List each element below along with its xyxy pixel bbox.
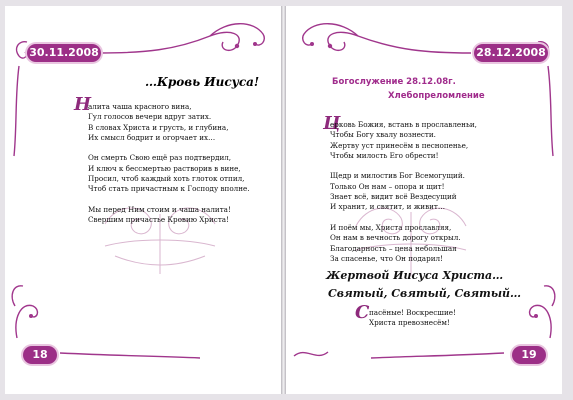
poem-line: Просил, чтоб каждый хоть глоток отпил, [88, 174, 245, 184]
left-stanza-3 [88, 205, 250, 226]
poem-line: Жертву уст принесём в песнопенье, [330, 140, 469, 150]
right-poem [330, 120, 477, 274]
right-poem-dropcap: Ц [323, 113, 341, 134]
left-stanza-1 [88, 102, 250, 143]
right-stanza-1 [330, 120, 477, 161]
right-page [286, 6, 562, 394]
service-heading: Богослужение 28.12.08г. [332, 77, 456, 87]
right-stanza-3 [330, 223, 477, 264]
poem-line: Чтоб стать причастным к Господу вполне. [88, 184, 250, 194]
callout-sacrifice: Жертвой Иисуса Христа… [326, 269, 504, 282]
poem-line: ерковь Божия, встань в прославленьи, [330, 120, 477, 129]
poem-line: Только Он нам – опора и щит! [330, 181, 445, 191]
poem-line: За спасенье, что Он подарил! [330, 253, 443, 263]
closing-lines [369, 308, 456, 329]
poem-line: И хранит, и святит, и живит… [330, 202, 446, 212]
poem-line: Свершим причастье Кровию Христа! [88, 215, 229, 225]
poem-line: алита чаша красного вина, [88, 102, 192, 111]
poem-line: Чтобы Богу хвалу вознести. [330, 130, 436, 140]
right-stanza-2 [330, 171, 477, 212]
poem-line: И поём мы, Христа прославляя, [330, 222, 452, 232]
poem-line: Щедр и милостив Бог Всемогущий. [330, 171, 465, 181]
right-page-number: 19 [512, 346, 546, 364]
poem-line: Он смерть Свою ещё раз подтвердил, [88, 153, 232, 163]
left-page [5, 6, 281, 394]
callout-holy: Святый, Святый, Святый… [328, 287, 522, 300]
service-subheading: Хлебопреломление [388, 91, 485, 101]
poem-line: И ключ к бессмертью растворив в вине, [88, 163, 241, 173]
left-page-title: …Кровь Иисуса! [145, 75, 260, 89]
poem-line: Мы перед Ним стоим и чаша налита! [88, 204, 231, 214]
poem-line: В словах Христа и грусть, и глубина, [88, 122, 229, 132]
poem-line: Благодарность – цена небольшая [330, 243, 457, 253]
poem-line: Чтобы милость Его обрести! [330, 150, 439, 160]
poem-line: пасёные! Воскресшие! [369, 308, 456, 317]
right-date-badge: 28.12.2008 [474, 44, 548, 62]
left-page-number: 18 [23, 346, 57, 364]
closing-dropcap: С [355, 302, 370, 323]
left-poem-dropcap: Н [74, 94, 92, 115]
poem-line: Христа превознесём! [369, 318, 450, 328]
left-stanza-2 [88, 153, 250, 194]
left-poem [88, 102, 250, 236]
poem-line: Гул голосов вечери вдруг затих. [88, 112, 212, 122]
poem-line: Он нам в вечность дорогу открыл. [330, 233, 461, 243]
left-date-badge: 30.11.2008 [27, 44, 101, 62]
poem-line: Знает всё, видит всё Вездесущий [330, 192, 457, 202]
poem-line: Их смысл бодрит и огорчает их… [88, 132, 216, 142]
